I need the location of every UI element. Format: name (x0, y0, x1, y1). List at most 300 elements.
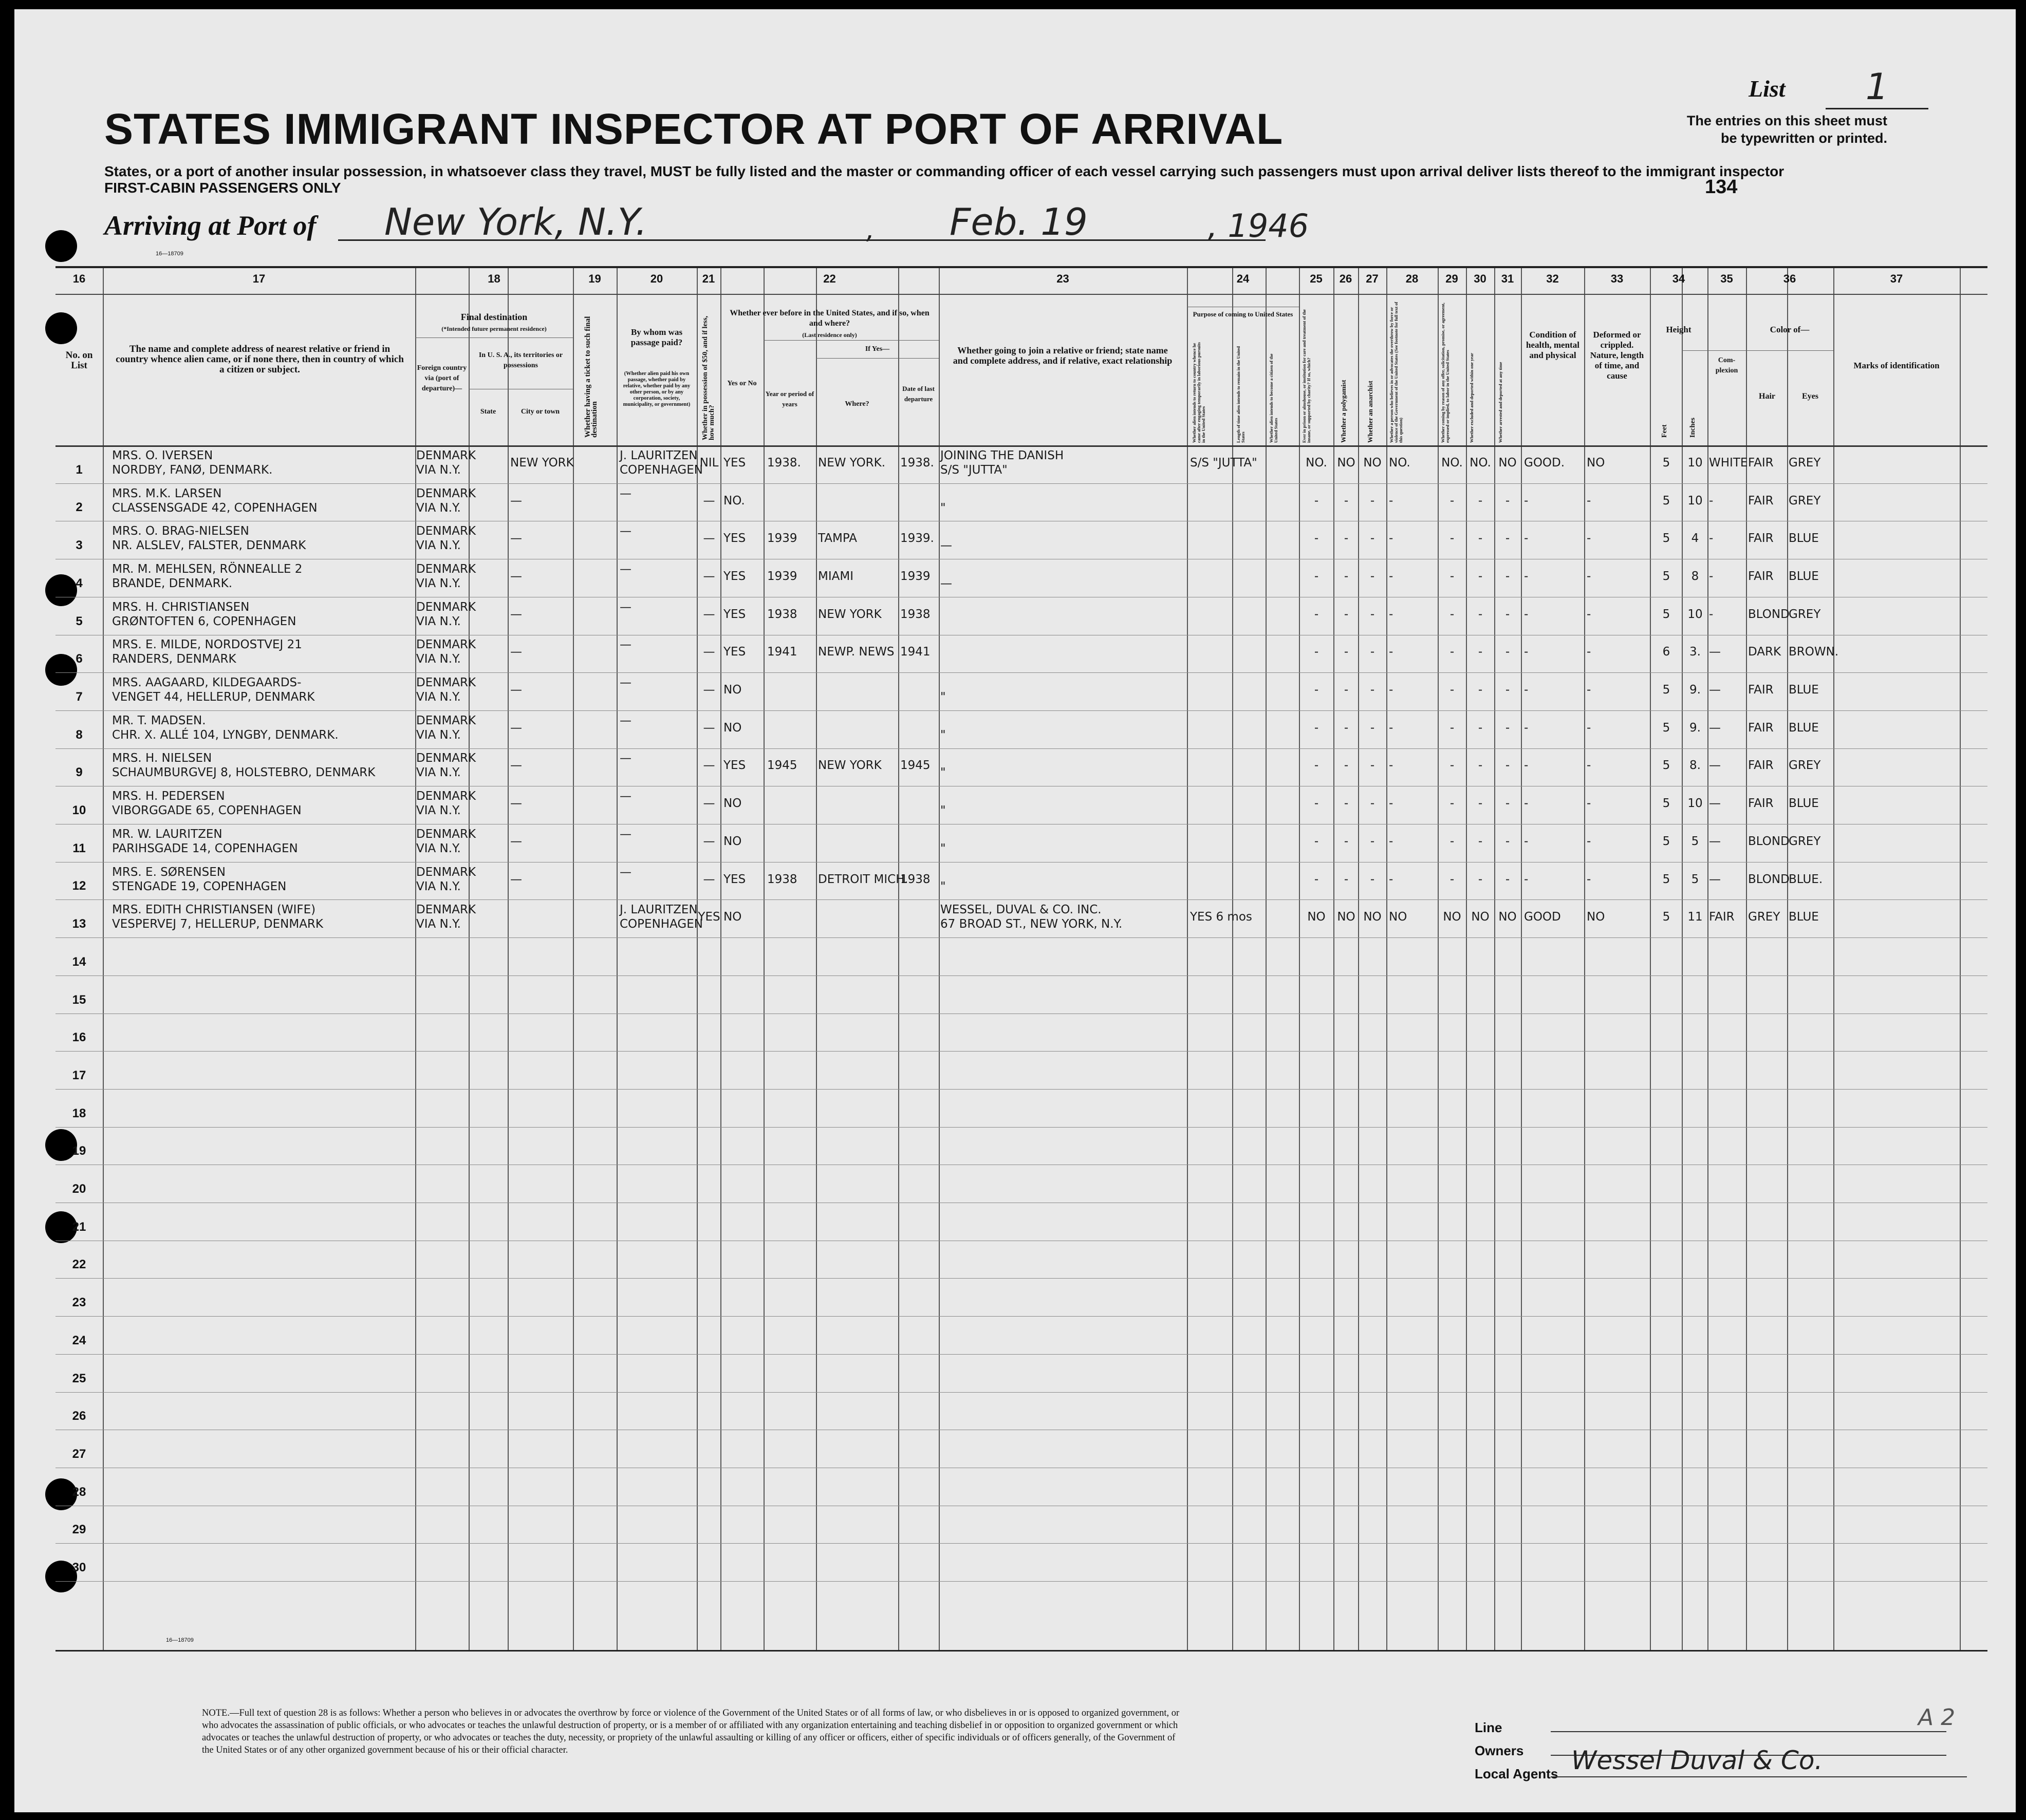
cell-p26: - (1344, 569, 1349, 583)
cell-p28: - (1389, 683, 1393, 697)
cell-city: — (510, 834, 522, 848)
cell-p30: - (1478, 645, 1483, 659)
cell-p26: - (1344, 759, 1349, 773)
hdr-state: State (480, 408, 496, 416)
row-number: 29 (72, 1523, 86, 1537)
cell-inches: 9. (1689, 721, 1701, 735)
cell-join2: " (940, 879, 946, 893)
cell-p28: - (1389, 872, 1393, 886)
table-row (55, 597, 1987, 635)
cell-p29: - (1449, 834, 1455, 848)
cell-money: — (703, 569, 715, 583)
cell-inches: 8 (1691, 569, 1699, 583)
col-num: 36 (1783, 272, 1796, 285)
cell-inches: 10 (1687, 797, 1703, 811)
cell-date: 1939 (900, 569, 931, 583)
cell-date: 1945 (900, 759, 931, 773)
cell-cond: - (1524, 645, 1529, 659)
cell-where: NEW YORK (818, 759, 882, 773)
row-divider (55, 1354, 1987, 1355)
cell-ever: YES (723, 645, 746, 659)
cell-city: — (510, 683, 522, 697)
local-agents-field: Wessel Duval & Co. (1551, 1746, 1967, 1777)
cell-hair: GREY (1748, 910, 1780, 924)
cell-paid1: — (620, 676, 631, 690)
col-num: 17 (252, 272, 266, 285)
row-number: 23 (72, 1296, 86, 1310)
cell-country2: VIA N.Y. (416, 652, 461, 666)
cell-p28: - (1389, 834, 1393, 848)
row-number: 14 (72, 954, 86, 969)
row-divider (55, 1051, 1987, 1052)
col-num: 31 (1501, 272, 1514, 285)
table-row (55, 635, 1987, 673)
col-num: 19 (588, 272, 601, 285)
cell-city: — (510, 645, 522, 659)
cell-inches: 5 (1691, 872, 1699, 886)
cell-p26: - (1344, 645, 1349, 659)
cell-rel1: MRS. O. IVERSEN (112, 448, 213, 462)
col-num: 30 (1474, 272, 1486, 285)
cell-p29: - (1449, 645, 1455, 659)
cell-p30: - (1478, 494, 1483, 508)
cell-country1: DENMARK (416, 448, 476, 462)
cell-where: MIAMI (818, 569, 853, 583)
row-number: 20 (72, 1182, 86, 1196)
cell-hair: FAIR (1748, 797, 1774, 811)
cell-complexion: - (1709, 532, 1714, 546)
hdr-q31: Whether arrested and deported at any time (1498, 362, 1503, 443)
cell-country1: DENMARK (416, 865, 476, 879)
cell-p28: - (1389, 797, 1393, 811)
cell-p31: - (1505, 683, 1510, 697)
cell-p29: NO (1443, 910, 1461, 924)
cell-paid1: — (620, 600, 631, 614)
cell-city: — (510, 494, 522, 508)
cell-country2: VIA N.Y. (416, 539, 461, 553)
cell-money: — (703, 645, 715, 659)
cell-paid1: J. LAURITZEN (620, 903, 698, 917)
row-divider (55, 1089, 1987, 1090)
cell-eyes: BLUE (1789, 683, 1819, 697)
cell-p30: NO (1471, 910, 1490, 924)
cell-cond: - (1524, 607, 1529, 621)
row-number: 3 (76, 538, 83, 553)
cell-paid1: — (620, 638, 631, 652)
cell-p28: - (1389, 494, 1393, 508)
arrival-year: , 1946 (1207, 207, 1309, 245)
row-number: 17 (72, 1068, 86, 1082)
cell-p25: NO. (1306, 456, 1327, 470)
cell-rel2: CHR. X. ALLÉ 104, LYNGBY, DENMARK. (112, 728, 339, 742)
cell-complexion: — (1709, 759, 1721, 773)
cell-feet: 6 (1662, 645, 1670, 659)
cell-hair: FAIR (1748, 759, 1774, 773)
col-num: 29 (1445, 272, 1458, 285)
cell-p29: - (1449, 569, 1455, 583)
row-divider (55, 1392, 1987, 1393)
cell-rel1: MR. M. MEHLSEN, RÖNNEALLE 2 (112, 562, 303, 576)
cell-paid1: — (620, 827, 631, 841)
cell-rel2: RANDERS, DENMARK (112, 652, 236, 666)
cell-p27: - (1370, 721, 1375, 735)
cell-feet: 5 (1662, 607, 1670, 621)
hdr-height: Height (1666, 325, 1692, 334)
cell-cond: - (1524, 834, 1529, 848)
cell-p24: S/S "JUTTA" (1190, 456, 1257, 470)
cell-country1: DENMARK (416, 638, 476, 652)
hdr-q29: Whether coming by reason of any offer, solicitation, promise, or agreement, expressed or implied, to labor in the United States (1440, 303, 1450, 443)
cell-year: 1939 (767, 569, 797, 583)
cell-feet: 5 (1662, 683, 1670, 697)
cell-deformed: - (1587, 532, 1591, 546)
cell-rel2: SCHAUMBURGVEJ 8, HOLSTEBRO, DENMARK (112, 766, 376, 780)
cell-eyes: GREY (1789, 494, 1821, 508)
cell-date: 1938 (900, 607, 931, 621)
cell-p25: - (1314, 532, 1319, 546)
row-number: 27 (72, 1447, 86, 1461)
cell-deformed: - (1587, 494, 1591, 508)
footnote-q28: NOTE.—Full text of question 28 is as follows: Whether a person who believes in or advocates the overthrow by force or violence of the Government of the United States or of all forms of law, or who disbelieves in or is opposed to organized government, or who advocates the assassination of public officials, or who advocates or teaches the unlawful destruction of property, or is a member of or affiliated with any organization entertaining and teaching disbelief in or opposition to organized government or which advocates or teaches the unlawful destruction of property, or who advocates or teaches the duty, necessity, or propriety of the unlawful assaulting or killing of any officer or officers, either of specific individuals or of officers generally, of the Government of the United States or of any other organized government because of his or their official character. (202, 1708, 1180, 1755)
cell-city: — (510, 872, 522, 886)
cell-hair: FAIR (1748, 569, 1774, 583)
cell-date: 1939. (900, 532, 934, 546)
cell-eyes: BLUE (1789, 797, 1819, 811)
cell-p26: - (1344, 797, 1349, 811)
cell-p30: - (1478, 569, 1483, 583)
row-divider (55, 1127, 1987, 1128)
passenger-class: FIRST-CABIN PASSENGERS ONLY (104, 180, 341, 196)
cell-rel2: VIBORGGADE 65, COPENHAGEN (112, 804, 302, 818)
col-num: 16 (72, 272, 86, 285)
row-number: 8 (76, 727, 83, 742)
col-num: 28 (1405, 272, 1419, 285)
cell-deformed: - (1587, 797, 1591, 811)
cell-p31: - (1505, 494, 1510, 508)
hdr-date-departure: Date of last departure (902, 385, 935, 403)
cell-p25: - (1314, 797, 1319, 811)
cell-p30: - (1478, 532, 1483, 546)
cell-complexion: - (1709, 569, 1714, 583)
cell-p31: - (1505, 607, 1510, 621)
cell-country1: DENMARK (416, 903, 476, 917)
cell-where: NEW YORK. (818, 456, 886, 470)
cell-hair: FAIR (1748, 494, 1774, 508)
cell-p31: - (1505, 721, 1510, 735)
cell-p29: - (1449, 721, 1455, 735)
hdr-no-on-list: No. on List (65, 350, 93, 371)
cell-inches: 5 (1691, 834, 1699, 848)
hdr-going-to-join: Whether going to join a relative or friend; state name and complete address, and if relative, exact relationship (953, 345, 1173, 366)
col-num: 34 (1672, 272, 1685, 285)
cell-money: — (703, 683, 715, 697)
cell-eyes: GREY (1789, 834, 1821, 848)
cell-paid1: — (620, 562, 631, 576)
col-num: 20 (650, 272, 663, 285)
cell-where: TAMPA (818, 532, 857, 546)
cell-join2: — (940, 539, 952, 553)
cell-p28: - (1389, 721, 1393, 735)
cell-join2: " (940, 501, 946, 515)
row-number: 1 (76, 462, 83, 477)
cell-cond: GOOD. (1524, 456, 1565, 470)
cell-rel1: MR. T. MADSEN. (112, 714, 206, 727)
cell-p29: - (1449, 797, 1455, 811)
cell-p25: - (1314, 569, 1319, 583)
hdr-by-whom: By whom was passage paid? (630, 327, 683, 347)
cell-complexion: — (1709, 721, 1721, 735)
entries-note: The entries on this sheet must be typewritten or printed. (1686, 113, 1887, 146)
row-number: 10 (72, 803, 86, 817)
list-label: List (1749, 76, 1786, 102)
cell-p25: - (1314, 834, 1319, 848)
cell-join1: WESSEL, DUVAL & CO. INC. (940, 903, 1102, 917)
cell-cond: - (1524, 797, 1529, 811)
cell-inches: 10 (1687, 456, 1703, 470)
cell-paid1: — (620, 714, 631, 727)
table-row (55, 521, 1987, 559)
cell-country2: VIA N.Y. (416, 917, 461, 931)
cell-p24: YES 6 mos (1190, 910, 1252, 924)
hdr-inches: Inches (1689, 418, 1697, 438)
cell-hair: DARK (1748, 645, 1781, 659)
cell-country1: DENMARK (416, 676, 476, 690)
form-code-bottom: 16—18709 (166, 1637, 194, 1643)
cell-year: 1938. (767, 456, 801, 470)
cell-country1: DENMARK (416, 562, 476, 576)
hdr-eyes: Eyes (1802, 392, 1818, 401)
cell-inches: 10 (1687, 494, 1703, 508)
cell-feet: 5 (1662, 532, 1670, 546)
cell-rel1: MRS. H. CHRISTIANSEN (112, 600, 250, 614)
row-number: 21 (72, 1219, 86, 1234)
line-field[interactable] (1551, 1731, 1946, 1732)
cell-deformed: - (1587, 683, 1591, 697)
cell-ever: NO (723, 834, 742, 848)
cell-p27: NO (1363, 910, 1382, 924)
cell-ever: YES (723, 569, 746, 583)
table-row (55, 672, 1987, 710)
cell-eyes: BLUE (1789, 532, 1819, 546)
cell-p29: - (1449, 759, 1455, 773)
cell-p27: - (1370, 834, 1375, 848)
table-row (55, 786, 1987, 824)
cell-rel2: NORDBY, FANØ, DENMARK. (112, 463, 273, 477)
cell-money: — (703, 607, 715, 621)
cell-city: NEW YORK (510, 456, 574, 470)
cell-p30: - (1478, 872, 1483, 886)
cell-p31: - (1505, 797, 1510, 811)
hdr-by-whom-sub: (Whether alien paid his own passage, whether paid by relative, whether paid by any other person, or by any corporation, society, municipality, or government) (623, 371, 691, 407)
cell-country2: VIA N.Y. (416, 463, 461, 477)
cell-ever: NO (723, 683, 742, 697)
cell-p29: - (1449, 683, 1455, 697)
cell-p27: - (1370, 645, 1375, 659)
header-instruction: States, or a port of another insular possession, in whatsoever class they travel, MUST be fully listed and the master or commanding officer of each vessel carrying such passengers must upon arrival deliver lists thereof to the immigrant inspector (104, 163, 1785, 179)
row-number: 9 (76, 765, 83, 780)
col-num: 37 (1890, 272, 1903, 285)
row-area (55, 445, 1987, 1650)
cell-ever: YES (723, 456, 746, 470)
cell-complexion: — (1709, 797, 1721, 811)
col-num: 23 (1056, 272, 1069, 285)
cell-year: 1945 (767, 759, 797, 773)
cell-year: 1939 (767, 532, 797, 546)
cell-ever: YES (723, 872, 746, 886)
cell-country1: DENMARK (416, 790, 476, 803)
cell-rel1: MRS. AAGAARD, KILDEGAARDS- (112, 676, 302, 690)
row-number: 24 (72, 1333, 86, 1347)
cell-p25: NO (1307, 910, 1326, 924)
cell-money: — (703, 834, 715, 848)
cell-rel1: MRS. E. MILDE, NORDOSTVEJ 21 (112, 638, 302, 652)
cell-ever: NO (723, 910, 742, 924)
col-num: 32 (1546, 272, 1559, 285)
cell-join2: 67 BROAD ST., NEW YORK, N.Y. (940, 917, 1123, 931)
cell-p25: - (1314, 607, 1319, 621)
row-divider (55, 1316, 1987, 1317)
hdr-prison: Ever in prison or almshouse, or institution for care and treatment of the insane, or supported by charity? If so, which? (1302, 309, 1311, 443)
cell-eyes: GREY (1789, 607, 1821, 621)
cell-cond: - (1524, 759, 1529, 773)
cell-eyes: BLUE. (1789, 872, 1823, 886)
manifest-table (55, 266, 1987, 1652)
cell-paid1: — (620, 486, 631, 500)
row-divider (55, 1543, 1987, 1544)
cell-p26: - (1344, 721, 1349, 735)
form-code-top: 16—18709 (156, 251, 183, 257)
hdr-ever-before: Whether ever before in the United States, and if so, when and where? (730, 309, 930, 328)
cell-p31: - (1505, 569, 1510, 583)
cell-p28: NO. (1389, 456, 1410, 470)
hdr-complexion: Com-plexion (1715, 357, 1738, 374)
cell-feet: 5 (1662, 872, 1670, 886)
cell-rel2: VESPERVEJ 7, HELLERUP, DENMARK (112, 917, 323, 931)
cell-country2: VIA N.Y. (416, 576, 461, 590)
row-divider (55, 975, 1987, 976)
cell-country2: VIA N.Y. (416, 766, 461, 780)
cell-p26: - (1344, 683, 1349, 697)
cell-rel2: PARIHSGADE 14, COPENHAGEN (112, 841, 298, 855)
sheet-code: 134 (1705, 176, 1738, 198)
arriving-label: Arriving at Port of (104, 210, 317, 241)
cell-join2: " (940, 804, 946, 818)
cell-rel1: MRS. H. NIELSEN (112, 752, 212, 765)
cell-p29: - (1449, 532, 1455, 546)
cell-city: — (510, 569, 522, 583)
cell-cond: - (1524, 569, 1529, 583)
cell-city: — (510, 721, 522, 735)
table-row (55, 710, 1987, 748)
row-number: 13 (72, 917, 86, 931)
cell-ever: YES (723, 532, 746, 546)
cell-p29: - (1449, 872, 1455, 886)
row-divider (55, 1278, 1987, 1279)
cell-year: 1941 (767, 645, 797, 659)
cell-country2: VIA N.Y. (416, 728, 461, 742)
hdr-possession-50: Whether in possession of $50, and if less, how much? (701, 315, 716, 440)
hdr-purpose-b: Length of time alien intends to remain in the United States (1236, 346, 1246, 443)
hdr-yes-no: Yes or No (727, 380, 757, 387)
cell-date: 1938. (900, 456, 934, 470)
cell-feet: 5 (1662, 494, 1670, 508)
cell-cond: - (1524, 532, 1529, 546)
cell-p30: - (1478, 721, 1483, 735)
cell-complexion: — (1709, 834, 1721, 848)
hdr-ticket: Whether having a ticket to such final destination (584, 316, 599, 438)
hdr-city: City or town (521, 408, 560, 416)
cell-p30: - (1478, 607, 1483, 621)
cell-p30: - (1478, 797, 1483, 811)
cell-deformed: NO (1587, 910, 1605, 924)
hdr-q30: Whether excluded and deported within one year (1469, 352, 1474, 443)
hdr-anarchist: Whether an anarchist (1366, 381, 1374, 443)
row-number: 6 (76, 652, 83, 666)
cell-hair: FAIR (1748, 456, 1774, 470)
cell-deformed: - (1587, 721, 1591, 735)
hdr-condition: Condition of health, mental and physical (1526, 330, 1579, 360)
hdr-final-destination-sub: (*Intended future permanent residence) (441, 325, 547, 332)
cell-where: NEW YORK (818, 607, 882, 621)
cell-feet: 5 (1662, 797, 1670, 811)
cell-join2: " (940, 841, 946, 855)
cell-country1: DENMARK (416, 827, 476, 841)
cell-p28: - (1389, 569, 1393, 583)
cell-rel1: MRS. EDITH CHRISTIANSEN (WIFE) (112, 903, 316, 917)
cell-rel1: MRS. O. BRAG-NIELSEN (112, 524, 249, 538)
cell-country2: VIA N.Y. (416, 690, 461, 704)
hdr-last-residence: (Last residence only) (802, 331, 857, 339)
cell-city: — (510, 759, 522, 773)
row-number: 2 (76, 500, 83, 515)
hdr-polygamist: Whether a polygamist (1340, 380, 1347, 443)
cell-money: YES (698, 910, 720, 924)
cell-p31: - (1505, 532, 1510, 546)
cell-ever: YES (723, 607, 746, 621)
manifest-sheet (14, 9, 2016, 1812)
hdr-purpose-a: Whether alien intends to return to country whence he came after engaging temporarily in laborious pursuits in the United States (1192, 342, 1206, 443)
cell-city: — (510, 797, 522, 811)
hdr-color-of: Color of— (1770, 325, 1810, 334)
cell-p26: - (1344, 494, 1349, 508)
col-num: 35 (1720, 272, 1733, 285)
cell-feet: 5 (1662, 834, 1670, 848)
cell-paid1: — (620, 865, 631, 879)
cell-country1: DENMARK (416, 714, 476, 727)
row-number: 30 (72, 1561, 86, 1574)
cell-city: — (510, 607, 522, 621)
list-number: 1 (1826, 66, 1928, 109)
cell-cond: - (1524, 494, 1529, 508)
hdr-year-period: Year or period of years (765, 390, 814, 408)
table-row (55, 483, 1987, 521)
cell-where: NEWP. NEWS (818, 645, 895, 659)
cell-join2: " (940, 690, 946, 704)
line-label: Line (1475, 1720, 1502, 1735)
cell-date: 1941 (900, 645, 931, 659)
cell-p26: - (1344, 834, 1349, 848)
hdr-if-yes: If Yes— (865, 345, 890, 353)
cell-p26: NO (1337, 910, 1355, 924)
cell-p27: - (1370, 797, 1375, 811)
row-number: 15 (72, 992, 86, 1007)
cell-p27: - (1370, 872, 1375, 886)
cell-join2: S/S "JUTTA" (940, 463, 1008, 477)
cell-complexion: - (1709, 607, 1714, 621)
cell-deformed: - (1587, 834, 1591, 848)
cell-year: 1938 (767, 872, 797, 886)
cell-where: DETROIT MICH. (818, 872, 908, 886)
